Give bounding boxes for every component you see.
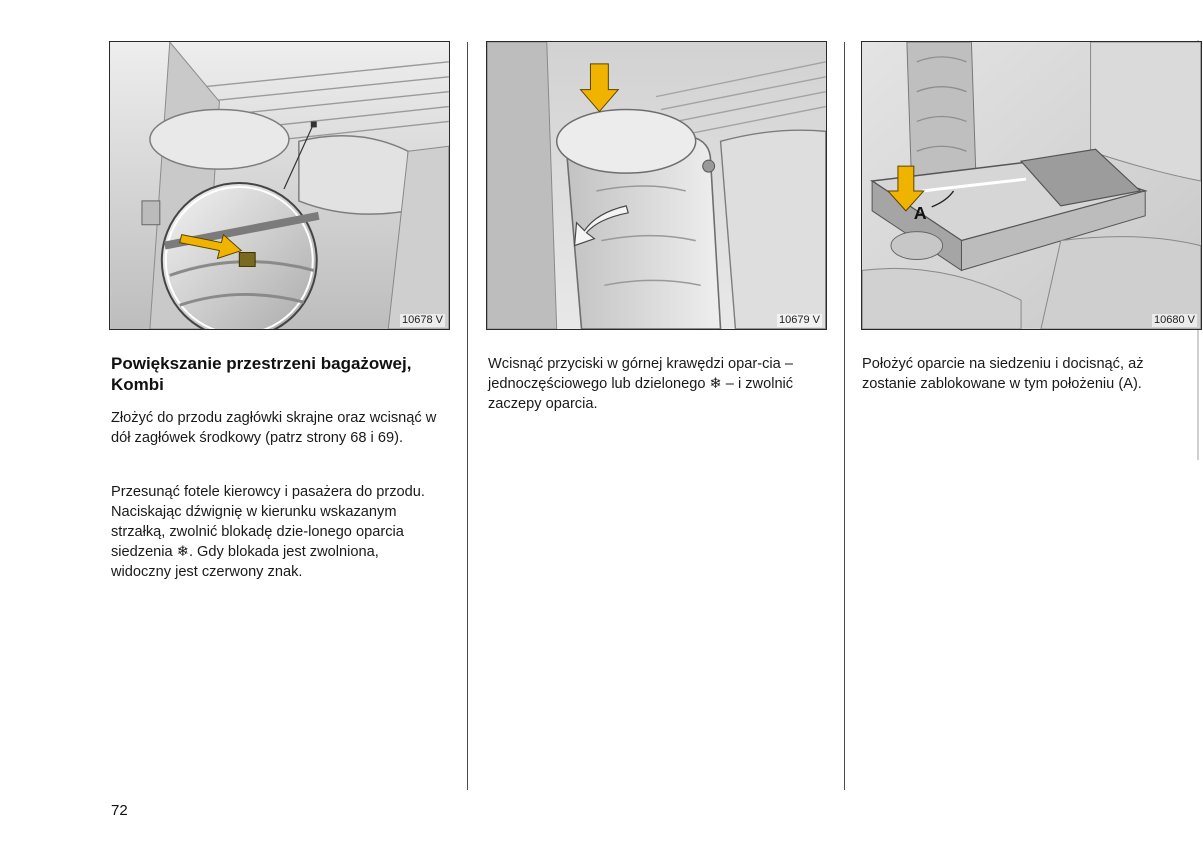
figure-seat-release-lever xyxy=(109,41,450,330)
page-number: 72 xyxy=(111,802,128,819)
seat-release-illustration xyxy=(110,42,449,329)
section-heading: Powiększanie przestrzeni bagażowej, Kombi xyxy=(111,354,412,394)
folded-backrest-illustration xyxy=(862,42,1201,329)
column-divider-left xyxy=(467,42,468,790)
figure-backrest-buttons xyxy=(486,41,827,330)
figure-number: 10678 V xyxy=(402,314,443,326)
instruction-paragraph-right: Położyć oparcie na siedzeniu i docisnąć, aż zostanie zablokowane w tym położeniu (A). xyxy=(862,356,1144,392)
instruction-paragraph-2: Przesunąć fotele kierowcy i pasażera do przodu. Naciskając dźwignię w kierunku wskazanym strzałką, zwolnić blokadę dzie-lonego oparcia siedzenia ❄. Gdy blokada jest zwolniona, widoczny jest czerwony znak. xyxy=(111,484,425,580)
instruction-paragraph-1: Złożyć do przodu zagłówki skrajne oraz wcisnąć w dół zagłówek środkowy (patrz strony 68 i 69). xyxy=(111,410,437,446)
callout-label-a: A xyxy=(913,202,927,223)
backrest-button-illustration xyxy=(487,42,826,329)
instruction-paragraph-middle: Wcisnąć przyciski w górnej krawędzi opar-cia – jednoczęściowego lub dzielonego ❄ – i zwolnić zaczepy oparcia. xyxy=(488,356,794,412)
column-divider-right xyxy=(844,42,845,790)
figure-number: 10680 V xyxy=(1154,314,1195,326)
figure-backrest-folded xyxy=(861,41,1202,330)
figure-number: 10679 V xyxy=(779,314,820,326)
